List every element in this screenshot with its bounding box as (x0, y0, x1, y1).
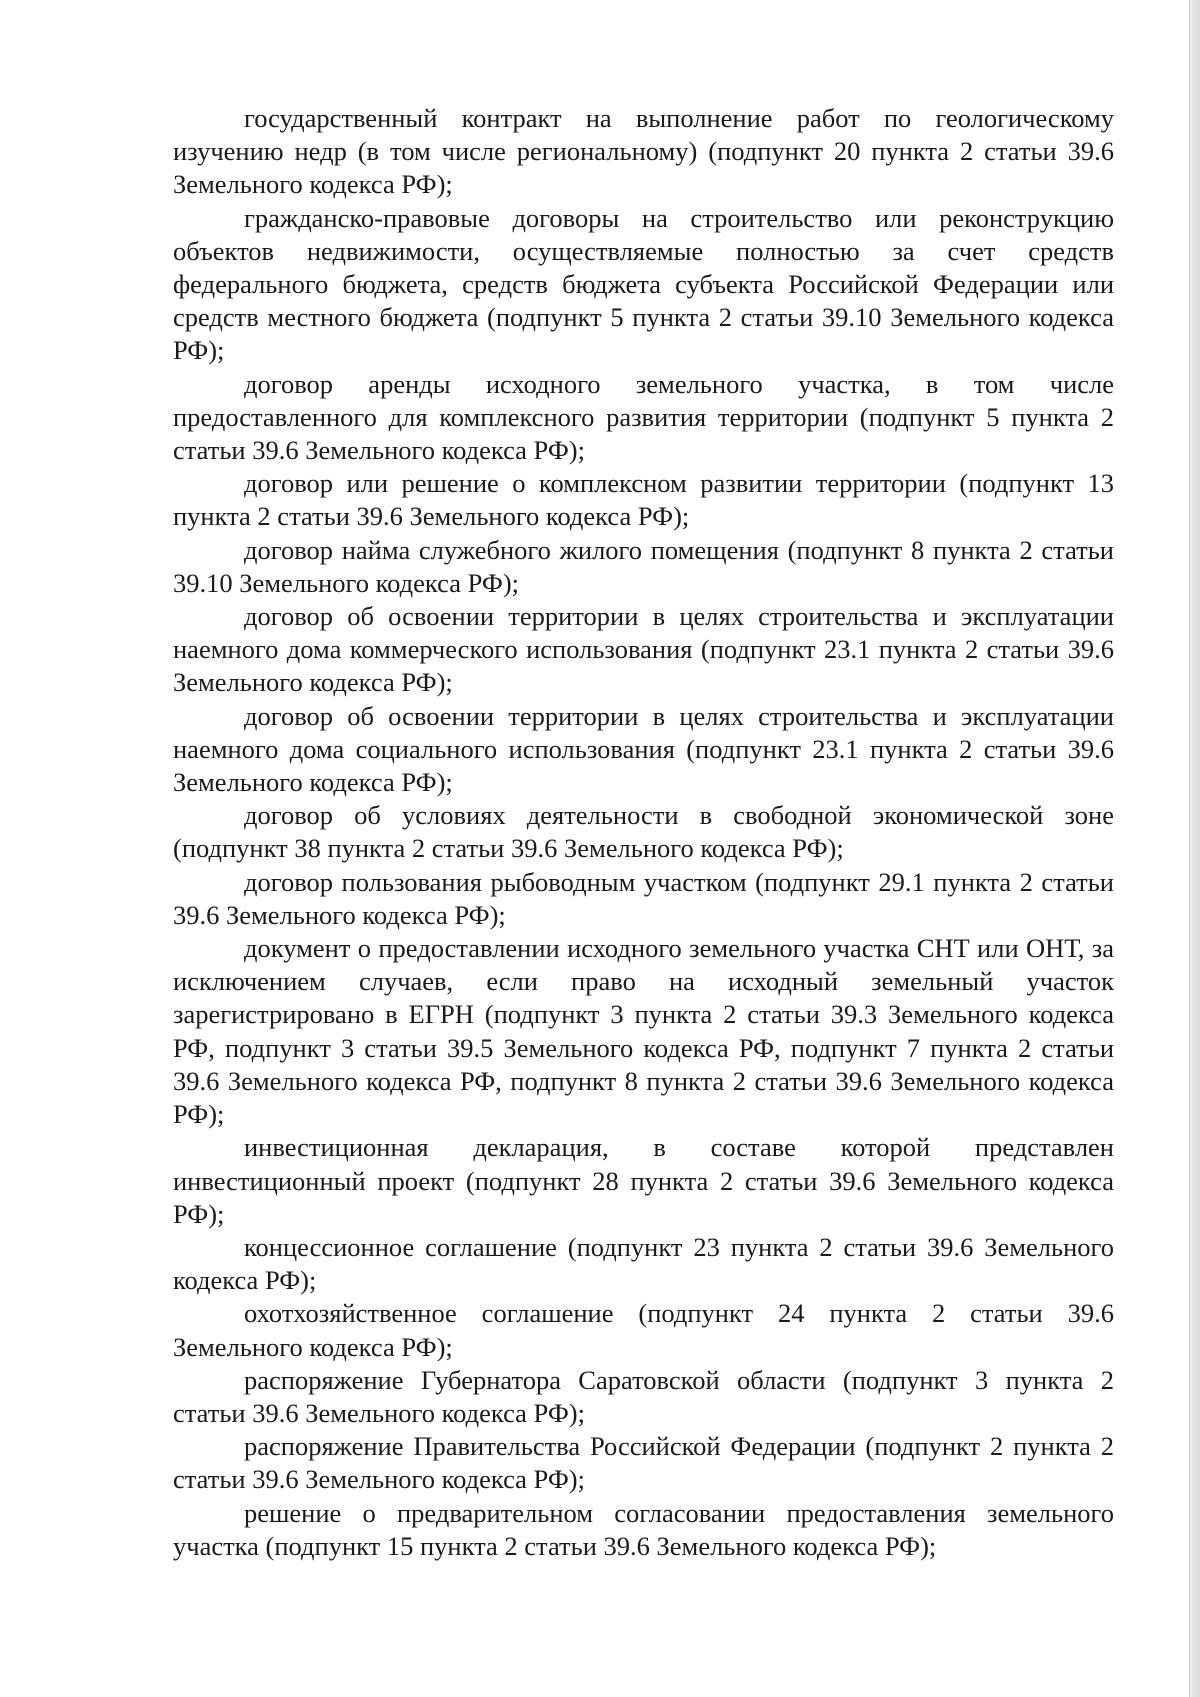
paragraph-investment-declaration: инвестиционная декларация, в составе которой представлен инвестиционный проект (подпункт 28 пункта 2 статьи 39.6 Земельного кодекса РФ); (173, 1132, 1114, 1229)
paragraph-government-order: распоряжение Правительства Российской Федерации (подпункт 2 пункта 2 статьи 39.6 Земельного кодекса РФ); (173, 1431, 1114, 1495)
paragraph-commercial-rental-house: договор об освоении территории в целях строительства и эксплуатации наемного дома коммерческого использования (подпункт 23.1 пункта 2 статьи 39.6 Земельного кодекса РФ); (173, 601, 1114, 698)
paragraph-fish-farming-plot: договор пользования рыбоводным участком (подпункт 29.1 пункта 2 статьи 39.6 Земельного кодекса РФ); (173, 866, 1114, 930)
paragraph-preliminary-approval: решение о предварительном согласовании предоставления земельного участка (подпункт 15 пункта 2 статьи 39.6 Земельного кодекса РФ); (173, 1497, 1114, 1561)
document-body (173, 102, 1114, 1563)
page-edge-shadow (1189, 0, 1200, 1697)
paragraph-social-rental-house: договор об освоении территории в целях строительства и эксплуатации наемного дома социального использования (подпункт 23.1 пункта 2 статьи 39.6 Земельного кодекса РФ); (173, 700, 1114, 798)
paragraph-civil-contracts: гражданско-правовые договоры на строительство или реконструкцию объектов недвижимости, осуществляемые полностью за счет средств федерального бюджета, средств бюджета субъекта Российской Федерации или средств местного бюджета (подпункт 5 пункта 2 статьи 39.10 Земельного кодекса РФ); (173, 202, 1114, 366)
paragraph-state-contract: государственный контракт на выполнение работ по геологическому изучению недр (в том числе региональному) (подпункт 20 пункта 2 статьи 39.6 Земельного кодекса РФ); (173, 103, 1114, 200)
paragraph-hunting-agreement: охотхозяйственное соглашение (подпункт 24 пункта 2 статьи 39.6 Земельного кодекса РФ); (173, 1298, 1114, 1362)
paragraph-lease-agreement: договор аренды исходного земельного участка, в том числе предоставленного для комплексного развития территории (подпункт 5 пункта 2 статьи 39.6 Земельного кодекса РФ); (173, 368, 1114, 466)
paragraph-snt-ont-document: документ о предоставлении исходного земельного участка СНТ или ОНТ, за исключением случаев, если право на исходный земельный участок зарегистрировано в ЕГРН (подпункт 3 пункта 2 статьи 39.3 Земельного кодекса РФ, подпункт 3 статьи 39.5 Земельного кодекса РФ, подпункт 7 пункта 2 статьи 39.6 Земельного кодекса РФ, подпункт 8 пункта 2 статьи 39.6 Земельного кодекса РФ); (173, 933, 1114, 1130)
paragraph-governor-order: распоряжение Губернатора Саратовской области (подпункт 3 пункта 2 статьи 39.6 Земельного кодекса РФ); (173, 1364, 1114, 1428)
paragraph-complex-development: договор или решение о комплексном развитии территории (подпункт 13 пункта 2 статьи 39.6 Земельного кодекса РФ); (173, 468, 1114, 532)
paragraph-service-housing: договор найма служебного жилого помещения (подпункт 8 пункта 2 статьи 39.10 Земельного кодекса РФ); (173, 534, 1114, 598)
paragraph-concession-agreement: концессионное соглашение (подпункт 23 пункта 2 статьи 39.6 Земельного кодекса РФ); (173, 1231, 1114, 1296)
paragraph-free-economic-zone: договор об условиях деятельности в свободной экономической зоне (подпункт 38 пункта 2 статьи 39.6 Земельного кодекса РФ); (173, 800, 1114, 864)
